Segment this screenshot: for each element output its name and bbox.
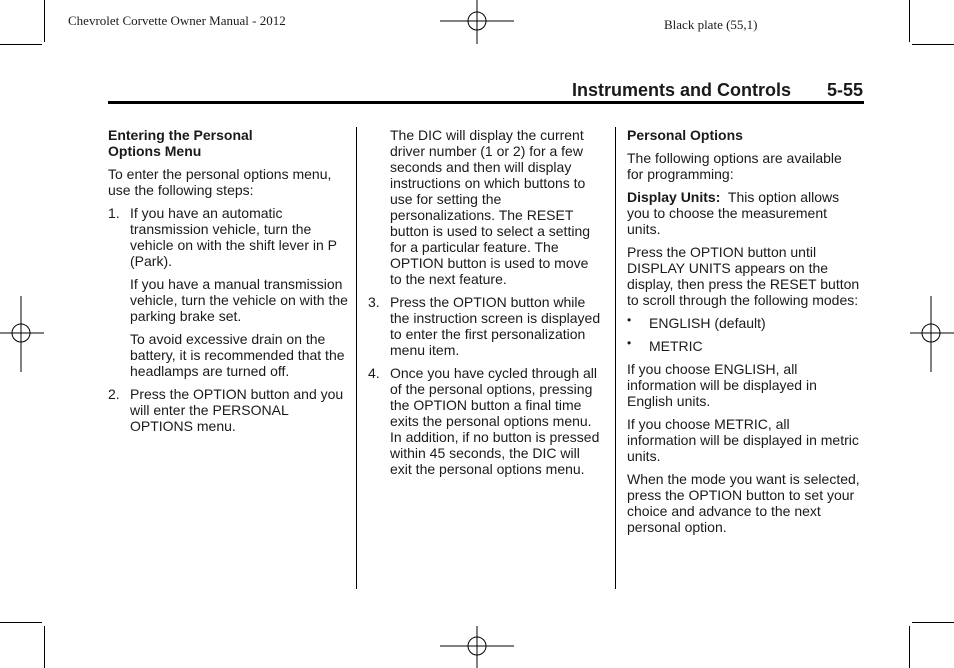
crop-mark: [912, 44, 954, 45]
step-number: 3.: [368, 294, 380, 310]
display-units-label: Display Units:: [627, 189, 721, 205]
crop-mark: [44, 626, 45, 668]
display-units-paragraph: [627, 189, 861, 237]
registration-mark-bottom: [440, 626, 516, 668]
column-1: [108, 127, 348, 441]
final-text: When the mode you want is selected, press the OPTION button to set your choice and advance to the next personal option.: [627, 471, 860, 535]
list-item-mode: [627, 338, 861, 354]
section-title: Instruments and Controls: [572, 80, 792, 100]
step-2-continued-text: The DIC will display the current driver number (1 or 2) for a few seconds and then will display instructions on which buttons to use for setting the personalizations. The RESET button is used to select a setting for a particular feature. The OPTION button is used to move to the next feature.: [390, 127, 591, 287]
column-3: [627, 127, 861, 542]
header-rule: [108, 101, 864, 104]
column-divider: [356, 127, 357, 589]
list-item-step-3: [368, 294, 602, 358]
metric-text: If you choose METRIC, all information will be displayed in metric units.: [627, 416, 859, 464]
column-2: [368, 127, 602, 484]
bullet-icon: •: [627, 313, 632, 327]
manual-title: Chevrolet Corvette Owner Manual - 2012: [68, 13, 286, 28]
registration-mark-left: [0, 296, 44, 372]
display-units-text: This option allows you to choose the measurement units.: [627, 189, 840, 237]
list-item-step-2: [108, 386, 348, 434]
english-text: If you choose ENGLISH, all information will be displayed in English units.: [627, 361, 817, 409]
page-number: 5-55: [827, 80, 864, 100]
list-item-mode: [627, 315, 861, 331]
column-divider: [615, 127, 616, 589]
intro-text: To enter the personal options menu, use the following steps:: [108, 166, 332, 198]
step-1-note-text: To avoid excessive drain on the battery, it is recommended that the headlamps are turned off.: [130, 331, 345, 379]
crop-mark: [909, 0, 910, 42]
mode-label: METRIC: [649, 338, 703, 354]
heading-line-1: Entering the Personal: [108, 127, 253, 143]
registration-mark-right: [910, 296, 954, 372]
press-instructions-text: Press the OPTION button until DISPLAY UNITS appears on the display, then press the RESET button to scroll through the following modes:: [627, 244, 860, 308]
crop-mark: [0, 622, 42, 623]
step-number: 2.: [108, 386, 120, 402]
plate-label: Black plate (55,1): [664, 17, 758, 32]
column-1-heading: [108, 127, 348, 159]
intro-text: The following options are available for programming:: [627, 150, 842, 182]
column-3-heading: Personal Options: [627, 127, 743, 143]
crop-mark: [44, 0, 45, 42]
step-number: 1.: [108, 205, 120, 221]
step-number: 4.: [368, 365, 380, 381]
step-text: If you have an automatic transmission vehicle, turn the vehicle on with the shift lever in P (Park).: [130, 205, 337, 269]
bullet-icon: •: [627, 336, 632, 350]
step-text: Press the OPTION button and you will enter the PERSONAL OPTIONS menu.: [130, 386, 344, 434]
step-text: Once you have cycled through all of the personal options, pressing the OPTION button a final time exits the personal options menu. In addition, if no button is pressed within 45 seconds, the DIC will exit the personal options menu.: [390, 365, 600, 477]
step-text: Press the OPTION button while the instruction screen is displayed to enter the first personalization menu item.: [390, 294, 601, 358]
crop-mark: [909, 626, 910, 668]
registration-mark-top: [440, 0, 516, 44]
crop-mark: [912, 622, 954, 623]
heading-line-2: Options Menu: [108, 143, 202, 159]
mode-label: ENGLISH (default): [649, 315, 766, 331]
list-item-step-4: [368, 365, 602, 477]
step-1-manual-text: If you have a manual transmission vehicle, turn the vehicle on with the parking brake set.: [130, 276, 348, 324]
crop-mark: [0, 44, 42, 45]
list-item-step-1: [108, 205, 348, 269]
